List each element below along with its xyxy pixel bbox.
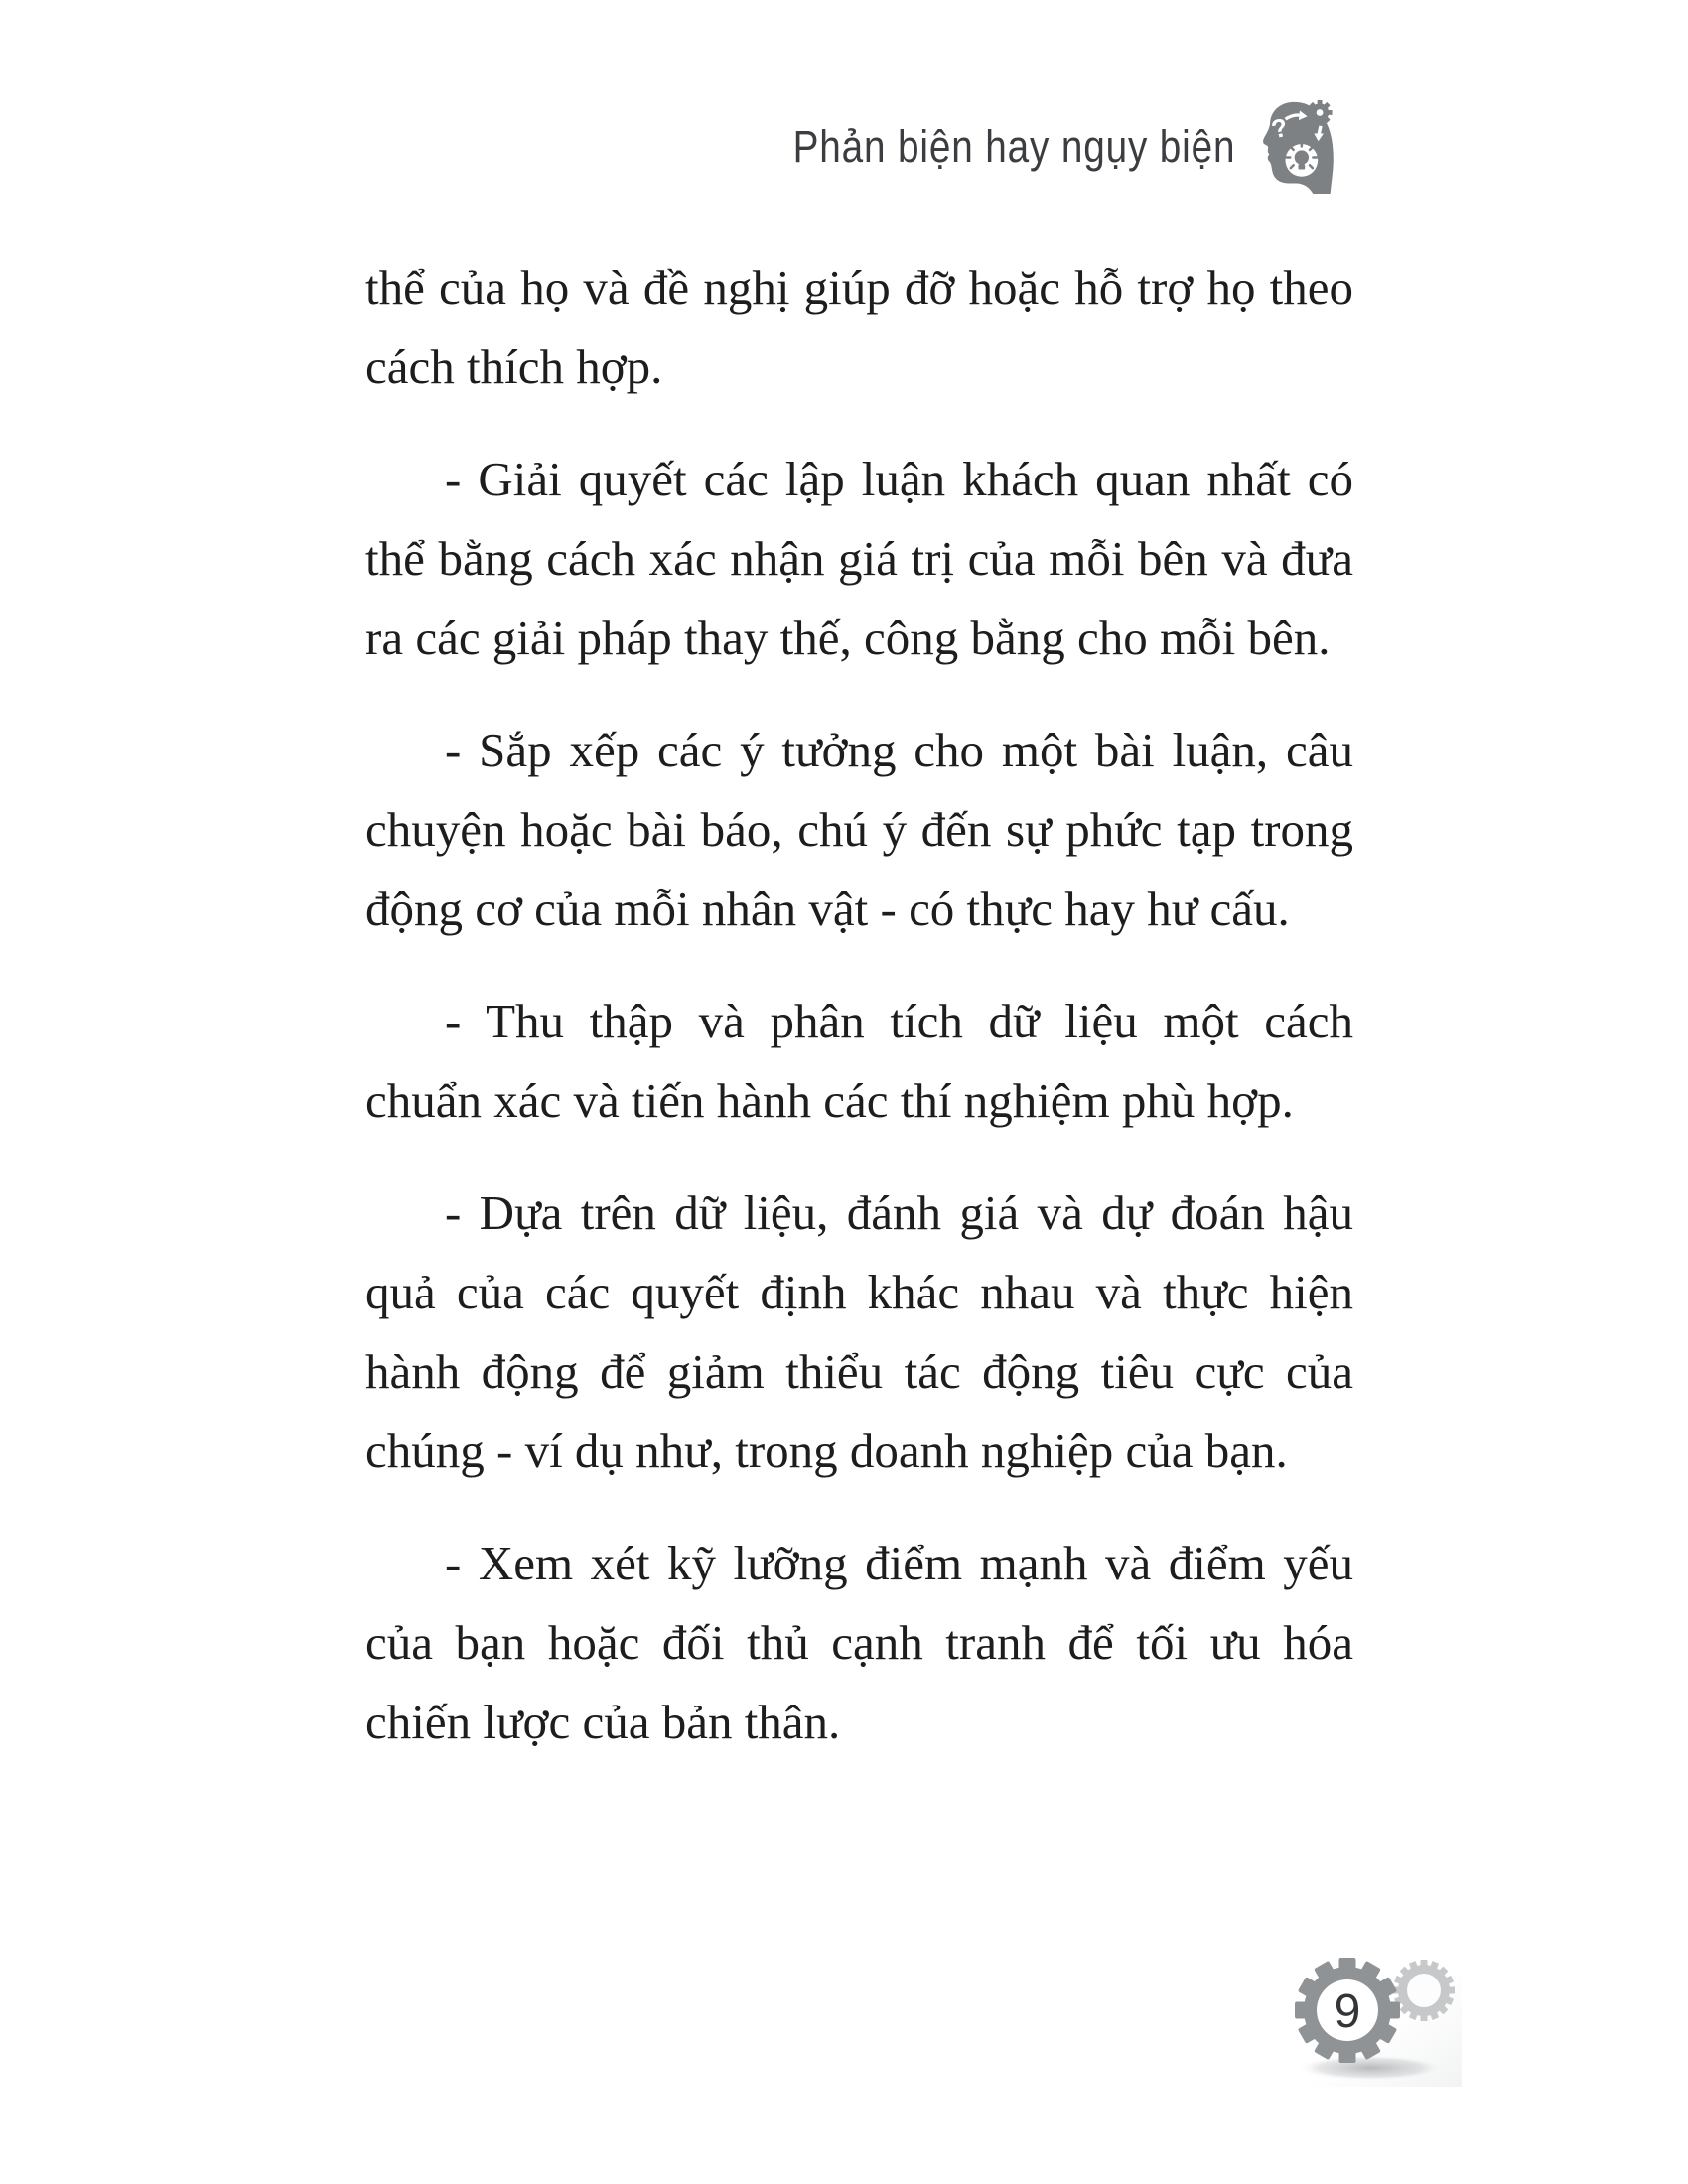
paragraph: - Giải quyết các lập luận khách quan nhất có thể bằng cách xác nhận giá trị của mỗi bên và đưa ra các giải pháp thay thế, công bằng cho mỗi bên.	[365, 452, 1353, 665]
arrow-down-icon	[1319, 126, 1321, 135]
paragraph: - Dựa trên dữ liệu, đánh giá và dự đoán hậu quả của các quyết định khác nhau và thực hiện hành động để giảm thiểu tác động tiêu cực của chúng - ví dụ như, trong doanh nghiệp của bạn.	[365, 1185, 1353, 1478]
paragraph: - Xem xét kỹ lưỡng điểm mạnh và điểm yếu của bạn hoặc đối thủ cạnh tranh để tối ưu hóa chiến lược của bản thân.	[365, 1536, 1353, 1749]
critical-thinking-head-icon	[1259, 99, 1336, 195]
paragraph: thể của họ và đề nghị giúp đỡ hoặc hỗ trợ họ theo cách thích hợp.	[365, 260, 1353, 394]
page-gear-small-icon	[1393, 1960, 1455, 2021]
page-footer	[1287, 1952, 1462, 2093]
gear-glyph	[1308, 100, 1333, 125]
page-number: 9	[1334, 1985, 1361, 2038]
paragraph: - Thu thập và phân tích dữ liệu một cách chuẩn xác và tiến hành các thí nghiệm phù hợp.	[365, 994, 1353, 1128]
gears-icon	[1287, 1952, 1462, 2093]
page-header	[0, 95, 1336, 199]
gear-shadow	[1297, 2055, 1444, 2081]
question-mark-glyph: ?	[1268, 113, 1291, 145]
lightbulb-glyph	[1286, 143, 1319, 177]
paragraph: - Sắp xếp các ý tưởng cho một bài luận, câu chuyện hoặc bài báo, chú ý đến sự phức tạp trong động cơ của mỗi nhân vật - có thực hay hư cấu.	[365, 723, 1353, 936]
page-body	[365, 248, 1353, 1795]
head-icon-svg	[1259, 99, 1336, 195]
running-head-title: Phản biện hay ngụy biện	[792, 121, 1235, 172]
